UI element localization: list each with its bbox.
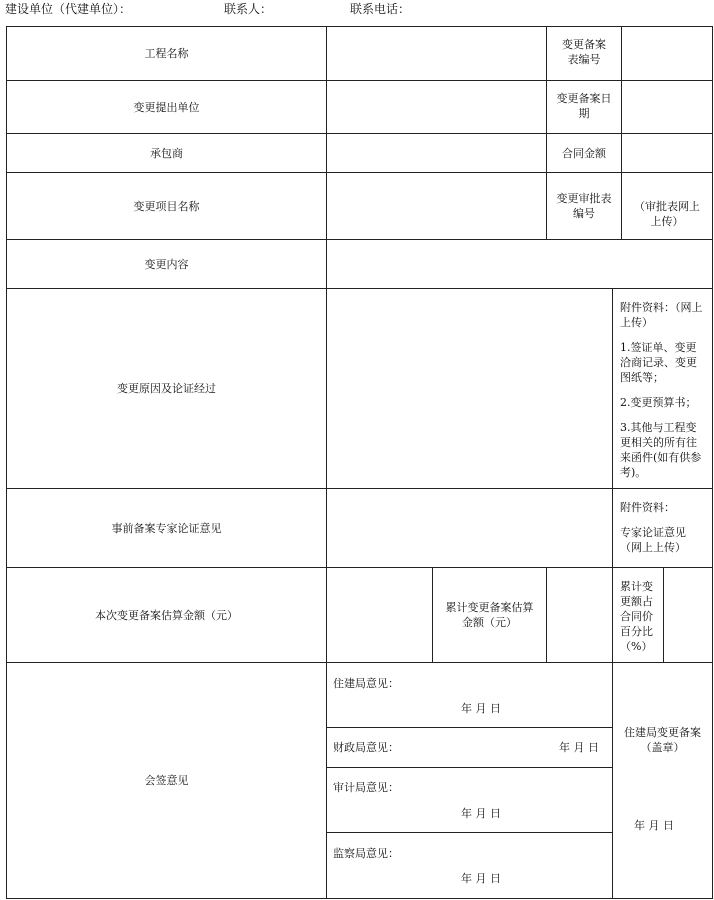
cumulative-field[interactable] [546,567,613,663]
record-no-text: 变更备案表编号 [562,38,606,66]
finance-opinion-box[interactable] [326,727,613,768]
estimate-label: 本次变更备案估算金额（元） [6,567,327,663]
expert-label: 事前备案专家论证意见 [6,488,327,568]
audit-opinion-label: 审计局意见： [333,781,399,794]
ratio-text: 累计变更额占合同价百分比（%） [620,580,653,653]
approval-no-text: 变更审批表编号 [556,192,612,220]
content-label: 变更内容 [6,239,327,289]
cumulative-label [432,567,547,663]
phone-label: 联系电话： [350,2,411,16]
supervision-opinion-box[interactable] [326,832,613,899]
audit-opinion-box[interactable] [326,767,613,833]
expert-attachments-box [612,488,713,568]
housing-date: 年 月 日 [461,702,501,715]
housing-opinion-label: 住建局意见： [333,677,399,690]
cumulative-text: 累计变更备案估算金额（元） [445,601,534,629]
project-name-field[interactable] [326,26,547,81]
expert-attachments-title: 附件资料： [620,501,675,514]
record-no-label [546,26,622,81]
ratio-label [612,567,664,663]
finance-opinion-label: 财政局意见： [333,741,399,754]
approval-note-text: （审批表网上上传） [634,200,700,228]
attachment-item-2: 2.变更预算书； [620,396,697,409]
attachment-item-1: 1.签证单、变更洽商记录、变更图纸等； [620,341,697,384]
expert-attachment-item-1: 专家论证意见（网上上传） [620,526,686,554]
supervision-date: 年 月 日 [461,872,501,885]
contract-amount-field[interactable] [621,133,713,173]
countersign-label: 会签意见 [6,662,327,899]
record-date-field[interactable] [621,80,713,134]
approval-no-label [546,172,622,240]
attachments-box [612,288,713,489]
record-date-text: 变更备案日期 [556,92,612,120]
reason-label: 变更原因及论证经过 [6,288,327,489]
record-date-label [546,80,622,134]
record-no-field[interactable] [621,26,713,81]
stamp-date: 年 月 日 [634,819,674,832]
ratio-field[interactable] [663,567,713,663]
approval-note [621,172,713,240]
contractor-label: 承包商 [6,133,327,173]
project-name-label: 工程名称 [6,26,327,81]
supervision-opinion-label: 监察局意见： [333,847,399,860]
reason-field[interactable] [326,288,613,489]
stamp-box[interactable] [612,662,713,899]
stamp-label: 住建局变更备案（盖章） [624,726,701,754]
proposer-field[interactable] [326,80,547,134]
attachments-title: 附件资料：（网上上传） [620,301,703,329]
proposer-label: 变更提出单位 [6,80,327,134]
estimate-field[interactable] [326,567,433,663]
attachment-item-3: 3.其他与工程变更相关的所有往来函件(如有供参考)。 [620,421,702,479]
unit-label: 建设单位（代建单位）： [5,2,132,16]
contact-label: 联系人： [224,2,273,16]
contractor-field[interactable] [326,133,547,173]
expert-field[interactable] [326,488,613,568]
audit-date: 年 月 日 [461,807,501,820]
content-field[interactable] [326,239,713,289]
item-name-label: 变更项目名称 [6,172,327,240]
contract-amount-label: 合同金额 [546,133,622,173]
finance-date: 年 月 日 [559,741,599,754]
housing-opinion-box[interactable] [326,662,613,728]
item-name-field[interactable] [326,172,547,240]
